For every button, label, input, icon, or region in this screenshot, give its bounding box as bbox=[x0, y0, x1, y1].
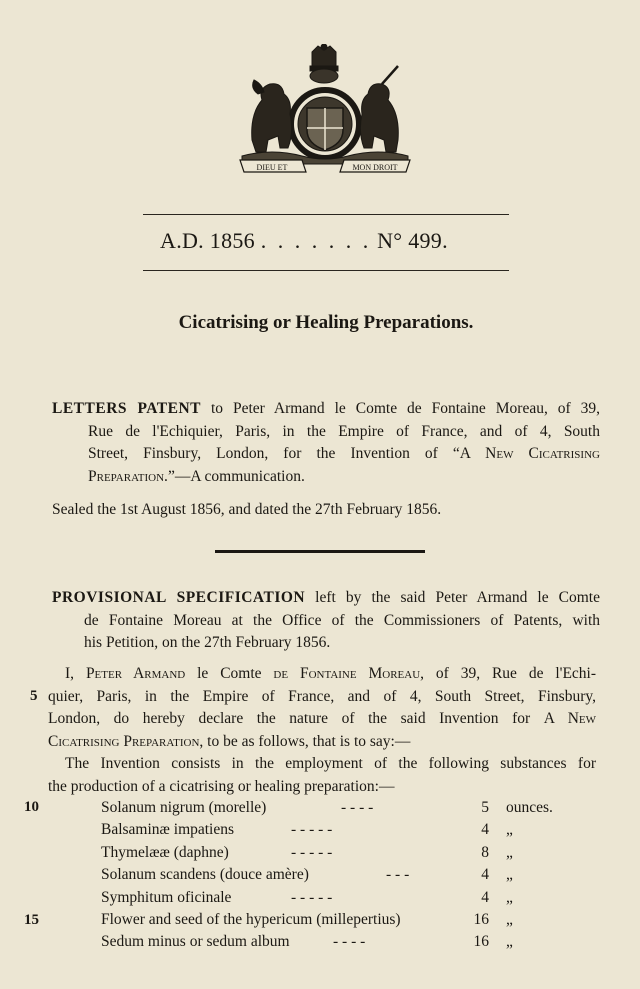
ingredient-quantity: 8 bbox=[481, 844, 489, 861]
body-line-2: quier, Paris, in the Empire of France, and of 4, South Street, Finsbury, bbox=[48, 687, 596, 705]
ingredient-name: Solanum nigrum (morelle) bbox=[101, 799, 267, 816]
ingredient-row bbox=[101, 866, 601, 888]
ingredient-row bbox=[101, 889, 601, 911]
ingredient-quantity: 4 bbox=[481, 866, 489, 883]
ingredient-unit: „ bbox=[506, 911, 513, 928]
header-rule-bottom bbox=[143, 270, 509, 271]
section-divider bbox=[215, 550, 425, 553]
body-line-3: London, do hereby declare the nature of the said Invention for A New bbox=[48, 710, 596, 727]
specification-body bbox=[48, 663, 596, 798]
ingredient-name: Thymelææ (daphne) bbox=[101, 844, 229, 861]
body-line-5: The Invention consists in the employment of the following substances for bbox=[65, 755, 596, 772]
sealed-date-line: Sealed the 1st August 1856, and dated the 27th February 1856. bbox=[52, 501, 442, 518]
motto-right: MON DROIT bbox=[352, 163, 398, 172]
ingredient-row bbox=[101, 821, 601, 843]
line-number-10: 10 bbox=[24, 799, 39, 815]
provisional-line-1: PROVISIONAL SPECIFICATION left by the said Peter Armand le Comte bbox=[52, 589, 600, 606]
letters-patent-line-1: LETTERS PATENT to Peter Armand le Comte de Fontaine Moreau, of 39, bbox=[52, 400, 600, 417]
dash-leader: - - - bbox=[386, 866, 410, 883]
ingredient-quantity: 5 bbox=[481, 799, 489, 816]
ad-year: A.D. 1856 bbox=[160, 228, 255, 253]
provisional-line-2: de Fontaine Moreau at the Office of the Commissioners of Patents, with bbox=[84, 611, 600, 629]
patent-number-line bbox=[160, 228, 500, 254]
dot-leader: . . . . . . . bbox=[260, 228, 372, 253]
header-rule-top bbox=[143, 214, 509, 215]
ingredient-name: Flower and seed of the hypericum (millepertius) bbox=[101, 911, 401, 928]
letters-patent-paragraph bbox=[52, 398, 600, 488]
ingredient-name: Balsaminæ impatiens bbox=[101, 821, 235, 838]
dash-leader: - - - - - bbox=[291, 889, 333, 906]
royal-coat-of-arms bbox=[232, 44, 418, 178]
ingredient-row bbox=[101, 933, 601, 955]
ingredient-row bbox=[101, 911, 601, 933]
line-number-5: 5 bbox=[30, 688, 38, 704]
motto-left: DIEU ET bbox=[256, 163, 288, 172]
ingredient-name: Symphitum oficinale bbox=[101, 889, 232, 906]
dash-leader: - - - - bbox=[333, 933, 366, 950]
ingredient-name: Sedum minus or sedum album bbox=[101, 933, 290, 950]
ingredient-quantity: 16 bbox=[473, 933, 489, 950]
ingredient-quantity: 4 bbox=[481, 821, 489, 838]
ingredient-name: Solanum scandens (douce amère) bbox=[101, 866, 309, 883]
body-line-1: I, Peter Armand le Comte de Fontaine Moreau, of 39, Rue de l'Echi- bbox=[65, 665, 597, 682]
dash-leader: - - - - bbox=[341, 799, 374, 816]
line-number-15: 15 bbox=[24, 912, 39, 928]
dash-leader: - - - - - bbox=[291, 821, 333, 838]
invention-title-part-1: A New Cicatrising bbox=[459, 445, 600, 462]
provisional-specification-heading: PROVISIONAL SPECIFICATION bbox=[52, 589, 306, 606]
patent-number: N° 499. bbox=[377, 228, 448, 253]
ingredient-row bbox=[101, 844, 601, 866]
ingredient-unit: ounces. bbox=[506, 799, 553, 816]
provisional-specification-heading-paragraph bbox=[52, 587, 600, 655]
invention-title-part-2: Preparation. bbox=[88, 467, 168, 485]
ingredient-unit: „ bbox=[506, 821, 513, 838]
ingredient-quantity: 4 bbox=[481, 889, 489, 906]
ingredient-unit: „ bbox=[506, 866, 513, 883]
body-line-4: Cicatrising Preparation, to be as follows, that is to say:— bbox=[48, 732, 411, 750]
provisional-line-3: his Petition, on the 27th February 1856. bbox=[84, 634, 331, 651]
letters-patent-heading: LETTERS PATENT bbox=[52, 400, 202, 417]
ingredient-unit: „ bbox=[506, 889, 513, 906]
body-line-6: the production of a cicatrising or healing preparation:— bbox=[48, 777, 395, 795]
letters-patent-line-2: Rue de l'Echiquier, Paris, in the Empire of France, and of 4, South bbox=[88, 422, 600, 440]
letters-patent-line-3: Street, Finsbury, London, for the Invention of “A New Cicatrising bbox=[88, 445, 600, 462]
dash-leader: - - - - - bbox=[291, 844, 333, 861]
ingredient-row bbox=[101, 799, 601, 821]
document-title: Cicatrising or Healing Preparations. bbox=[178, 312, 474, 333]
ingredient-unit: „ bbox=[506, 844, 513, 861]
ingredient-unit: „ bbox=[506, 933, 513, 950]
letters-patent-line-4: Preparation.”—A communication. bbox=[88, 467, 305, 485]
ingredient-quantity: 16 bbox=[473, 911, 489, 928]
